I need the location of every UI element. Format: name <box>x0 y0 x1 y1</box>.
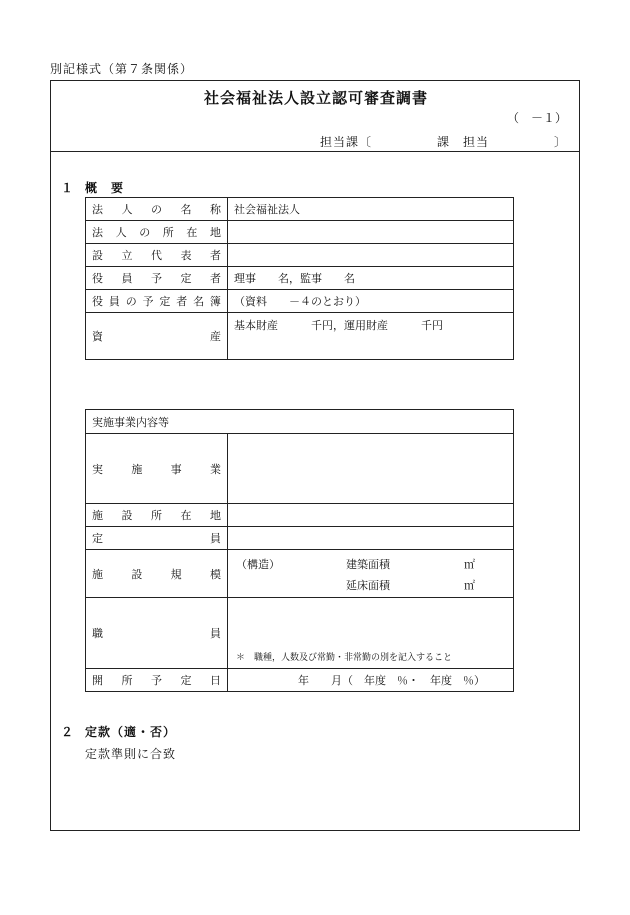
overview-table <box>85 197 514 360</box>
label-text: 役 員 予 定 者 <box>92 272 221 285</box>
business-table <box>85 409 514 692</box>
row-label <box>86 198 228 221</box>
staff-note: ＊ 職種，人数及び常勤・非常勤の別を記入すること <box>236 653 453 663</box>
row-value <box>228 221 514 244</box>
table-row <box>86 527 514 550</box>
table-row <box>86 313 514 360</box>
table-row <box>86 244 514 267</box>
label-text: 法 人 の 所 在 地 <box>92 226 221 239</box>
label-text: 設 立 代 表 者 <box>92 249 221 262</box>
row-value <box>228 244 514 267</box>
row-label <box>86 669 228 692</box>
row-value: 社会福祉法人 <box>228 198 514 221</box>
row-value: 理事 名，監事 名 <box>228 267 514 290</box>
label-text: 開 所 予 定 日 <box>92 674 221 687</box>
section1-number: １ <box>61 181 75 195</box>
table-row <box>86 267 514 290</box>
table-row <box>86 550 514 598</box>
label-text: 法 人 の 名 称 <box>92 203 221 216</box>
label-text: 職 員 <box>92 627 221 640</box>
row-value: （資料 －４のとおり） <box>228 290 514 313</box>
row-label <box>86 434 228 504</box>
section2-heading: 定款（適・否） <box>85 725 177 739</box>
row-label <box>86 313 228 360</box>
row-label <box>86 221 228 244</box>
row-label <box>86 550 228 598</box>
row-label <box>86 290 228 313</box>
table-row <box>86 598 514 669</box>
opening-date-value: 年 月（ 年度 ％・ 年度 ％） <box>228 669 514 692</box>
table-row <box>86 198 514 221</box>
table-row <box>86 669 514 692</box>
table-row <box>86 410 514 434</box>
floor-area-unit: ㎡ <box>464 579 475 592</box>
department-line: 担当課〔 課 担当 〕 <box>319 135 567 149</box>
label-text: 定 員 <box>92 532 221 545</box>
building-area-unit: ㎡ <box>464 558 475 571</box>
table-row <box>86 290 514 313</box>
section2-number: ２ <box>61 725 75 739</box>
facility-scale-cell <box>228 550 514 598</box>
label-text: 施 設 所 在 地 <box>92 509 221 522</box>
floor-area-label: 延床面積 <box>346 579 390 592</box>
document-number: （ －１） <box>506 111 567 125</box>
row-label <box>86 598 228 669</box>
table-row <box>86 221 514 244</box>
document-frame <box>50 80 580 831</box>
header-divider <box>51 151 579 152</box>
row-value <box>228 504 514 527</box>
row-value: 基本財産 千円，運用財産 千円 <box>228 313 514 360</box>
table-row <box>86 434 514 504</box>
business-header: 実施事業内容等 <box>86 410 514 434</box>
label-text: 施 設 規 模 <box>92 567 221 581</box>
row-value <box>228 434 514 504</box>
row-label <box>86 527 228 550</box>
row-label <box>86 504 228 527</box>
section1-heading: 概 要 <box>85 181 125 195</box>
structure-label: （構造） <box>236 558 280 571</box>
building-area-label: 建築面積 <box>346 558 390 571</box>
section2-text: 定款準則に合致 <box>85 747 177 761</box>
label-text: 実 施 事 業 <box>92 462 221 476</box>
form-note: 別記様式（第７条関係） <box>50 62 194 76</box>
label-text: 資 産 <box>92 330 221 343</box>
row-label <box>86 267 228 290</box>
staff-cell <box>228 598 514 669</box>
table-row <box>86 504 514 527</box>
row-value <box>228 527 514 550</box>
row-label <box>86 244 228 267</box>
label-text: 役 員 の 予 定 者 名 簿 <box>92 295 221 308</box>
document-title: 社会福祉法人設立認可審査調書 <box>203 89 428 107</box>
